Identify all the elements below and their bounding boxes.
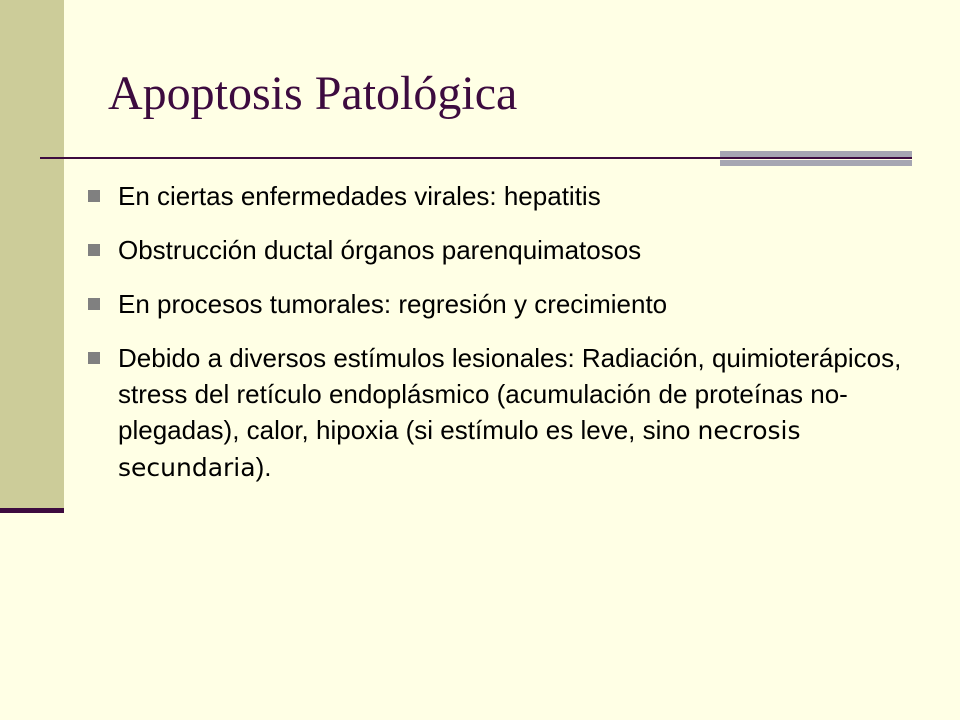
title-rule-accent-bottom: [720, 160, 912, 166]
bullet-text-emphasis: necrosis secundaria: [118, 416, 801, 482]
bullet-item: [88, 286, 948, 322]
bullet-item: [88, 178, 948, 214]
bullet-list: [88, 178, 948, 504]
square-bullet-icon: [88, 244, 100, 256]
left-sidebar-accent-line: [0, 508, 64, 513]
bullet-text-main: Debido a diversos estímulos lesionales: Radiación, quimioterápicos, stress del retículo endoplásmico (acumulación de proteínas no-plegadas), calor, hipoxia (si estímulo es leve, sino: [118, 343, 902, 445]
bullet-text-multiline: [118, 340, 948, 486]
bullet-item: [88, 232, 948, 268]
bullet-text-tail: ).: [255, 452, 272, 482]
title-underline-rule: [40, 157, 912, 159]
slide-title: Apoptosis Patológica: [108, 67, 518, 120]
square-bullet-icon: [88, 298, 100, 310]
square-bullet-icon: [88, 352, 100, 364]
square-bullet-icon: [88, 190, 100, 202]
bullet-text: En ciertas enfermedades virales: hepatitis: [118, 181, 601, 211]
bullet-text: Obstrucción ductal órganos parenquimatosos: [118, 235, 642, 265]
left-sidebar-bar: [0, 0, 64, 510]
title-rule-accent-top: [720, 151, 912, 157]
bullet-text: En procesos tumorales: regresión y crecimiento: [118, 289, 668, 319]
bullet-item: [88, 340, 948, 486]
